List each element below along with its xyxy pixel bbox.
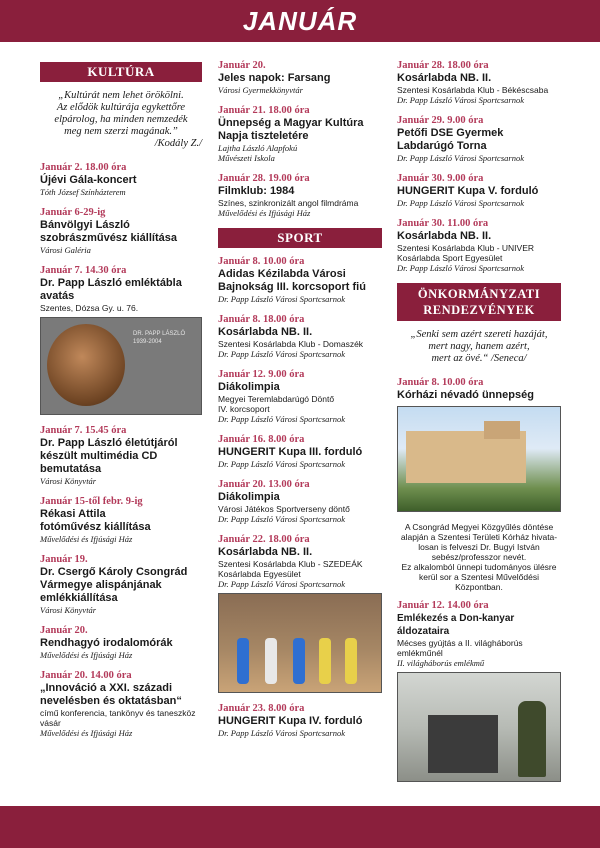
event-item bbox=[218, 703, 382, 738]
caption-line: kerül sor a Szentesi Művelődési bbox=[418, 572, 539, 582]
footer-bar bbox=[0, 806, 600, 848]
quote-line: mert nagy, hanem azért, bbox=[428, 341, 530, 352]
event-date: Január 19. bbox=[40, 554, 88, 565]
event-item bbox=[218, 434, 382, 469]
event-date: Január 20. 14.00 óra bbox=[40, 670, 132, 681]
bronze-portrait-medallion bbox=[47, 324, 125, 406]
event-venue: Tóth József Színházterem bbox=[40, 187, 126, 197]
event-date: Január 7. 14.30 óra bbox=[40, 265, 127, 276]
section-header-line: ÖNKORMÁNYZATI bbox=[417, 287, 541, 301]
event-title: nevelésben és oktatásban“ bbox=[40, 695, 182, 707]
event-title: Kosárlabda NB. II. bbox=[397, 72, 492, 84]
event-subtitle: című konferencia, tankönyv és taneszköz bbox=[40, 708, 196, 718]
event-title: HUNGERIT Kupa V. forduló bbox=[397, 185, 539, 197]
event-item bbox=[218, 173, 382, 218]
event-subtitle: Szentes, Dózsa Gy. u. 76. bbox=[40, 303, 139, 313]
event-title: fotóművész kiállítása bbox=[40, 521, 151, 533]
event-title: Vármegye alispánjának bbox=[40, 579, 162, 591]
event-title: Rendhagyó irodalomórák bbox=[40, 637, 173, 649]
event-date: Január 6-29-ig bbox=[40, 207, 106, 218]
event-item bbox=[397, 60, 561, 105]
event-title: Jeles napok: Farsang bbox=[218, 72, 331, 84]
event-title: Kosárlabda NB. II. bbox=[397, 230, 492, 242]
quote-line: „Senki sem azért szereti hazáját, bbox=[410, 329, 548, 340]
event-venue: Dr. Papp László Városi Sportcsarnok bbox=[218, 349, 345, 359]
hospital-caption bbox=[397, 522, 561, 592]
event-item bbox=[218, 105, 382, 163]
event-title: Diákolimpia bbox=[218, 381, 280, 393]
caption-line: losan is felveszi Dr. Bugyi István bbox=[418, 542, 540, 552]
event-item bbox=[397, 173, 561, 208]
event-item bbox=[40, 207, 202, 255]
basketball-photo bbox=[218, 593, 382, 693]
plaque-photo bbox=[40, 317, 202, 415]
event-venue: Lajtha László Alapfokú bbox=[218, 143, 298, 153]
event-title: avatás bbox=[40, 290, 75, 302]
quote-author: /Kodály Z./ bbox=[154, 138, 202, 149]
plaque-line: DR. PAPP LÁSZLÓ bbox=[133, 331, 186, 337]
event-subtitle: Szentesi Kosárlabda Klub - UNIVER bbox=[397, 243, 535, 253]
player-figure bbox=[319, 638, 331, 684]
event-venue: Dr. Papp László Városi Sportcsarnok bbox=[218, 414, 345, 424]
event-venue: Városi Galéria bbox=[40, 245, 91, 255]
event-date: Január 28. 18.00 óra bbox=[397, 60, 489, 71]
quote-line: Az elődök kultúrája egykettőre bbox=[56, 102, 186, 113]
event-venue: Művelődési és Ifjúsági Ház bbox=[40, 534, 133, 544]
event-title: Kórházi névadó ünnepség bbox=[397, 389, 534, 401]
event-title: Filmklub: 1984 bbox=[218, 185, 295, 197]
event-title: Napja tiszteletére bbox=[218, 130, 309, 142]
event-date: Január 28. 19.00 óra bbox=[218, 173, 310, 184]
event-date: Január 22. 18.00 óra bbox=[218, 534, 310, 545]
event-item bbox=[40, 162, 202, 197]
event-date: Január 8. 18.00 óra bbox=[218, 314, 305, 325]
column-middle bbox=[218, 60, 382, 748]
event-title: Újévi Gála-koncert bbox=[40, 174, 137, 186]
event-title: „Innováció a XXI. századi bbox=[40, 682, 173, 694]
event-venue: Városi Gyermekkönyvtár bbox=[218, 85, 303, 95]
event-item bbox=[40, 265, 202, 313]
event-title: Kosárlabda NB. II. bbox=[218, 326, 313, 338]
event-venue: Dr. Papp László Városi Sportcsarnok bbox=[397, 263, 524, 273]
event-title: Ünnepség a Magyar Kultúra bbox=[218, 117, 364, 129]
event-subtitle: Mécses gyújtás a II. világháborús bbox=[397, 638, 523, 648]
event-subtitle: Szentesi Kosárlabda Klub - Domaszék bbox=[218, 339, 364, 349]
column-left bbox=[40, 56, 202, 748]
section-header-sport: SPORT bbox=[218, 228, 382, 248]
event-venue: Dr. Papp László Városi Sportcsarnok bbox=[397, 95, 524, 105]
section-header-kultura: KULTÚRA bbox=[40, 62, 202, 82]
player-figure bbox=[265, 638, 277, 684]
event-venue: II. világháborús emlékmű bbox=[397, 658, 485, 668]
event-title: Rékasi Attila bbox=[40, 508, 106, 520]
event-subtitle: Városi Játékos Sportverseny döntő bbox=[218, 504, 350, 514]
event-venue: Dr. Papp László Városi Sportcsarnok bbox=[397, 153, 524, 163]
event-venue: Dr. Papp László Városi Sportcsarnok bbox=[218, 294, 345, 304]
event-venue: Városi Könyvtár bbox=[40, 605, 97, 615]
event-date: Január 20. 13.00 óra bbox=[218, 479, 310, 490]
event-item bbox=[218, 369, 382, 424]
plaque-line: 1939-2004 bbox=[133, 339, 162, 345]
event-date: Január 2. 18.00 óra bbox=[40, 162, 127, 173]
event-item bbox=[218, 256, 382, 304]
event-item bbox=[40, 625, 202, 660]
event-venue: Művelődési és Ifjúsági Ház bbox=[40, 728, 133, 738]
event-title: Kosárlabda NB. II. bbox=[218, 546, 313, 558]
event-item bbox=[40, 554, 202, 615]
event-subtitle: IV. korcsoport bbox=[218, 404, 270, 414]
event-item bbox=[218, 60, 382, 95]
caption-line: sebész/professzor nevét. bbox=[431, 552, 527, 562]
event-item bbox=[218, 534, 382, 589]
event-subtitle: Megyei Teremlabdarúgó Döntő bbox=[218, 394, 335, 404]
event-item bbox=[40, 670, 202, 738]
event-date: Január 8. 10.00 óra bbox=[397, 377, 484, 388]
event-title: Labdarúgó Torna bbox=[397, 140, 487, 152]
event-venue: Dr. Papp László Városi Sportcsarnok bbox=[218, 579, 345, 589]
memorial-stone bbox=[428, 715, 498, 773]
quote-line: elpárolog, ha minden nemzedék bbox=[54, 114, 188, 125]
event-date: Január 29. 9.00 óra bbox=[397, 115, 484, 126]
event-title: Bajnokság III. korcsoport fiú bbox=[218, 281, 366, 293]
caption-line: A Csongrád Megyei Közgyűlés döntése bbox=[404, 522, 554, 532]
quote-line: meg nem szerzi magának.” bbox=[64, 126, 178, 137]
event-date: Január 12. 14.00 óra bbox=[397, 600, 489, 611]
event-title: bemutatása bbox=[40, 463, 102, 475]
event-venue: Művészeti Iskola bbox=[218, 153, 275, 163]
event-item bbox=[40, 425, 202, 486]
event-title: készült multimédia CD bbox=[40, 450, 158, 462]
caption-line: Központban. bbox=[455, 582, 503, 592]
event-date: Január 20. bbox=[40, 625, 88, 636]
event-venue: Dr. Papp László Városi Sportcsarnok bbox=[218, 459, 345, 469]
event-title: szobrászművész kiállítása bbox=[40, 232, 177, 244]
event-subtitle: Színes, szinkronizált angol filmdráma bbox=[218, 198, 359, 208]
section-header-line: RENDEZVÉNYEK bbox=[423, 303, 535, 317]
event-title: Diákolimpia bbox=[218, 491, 280, 503]
event-subtitle: Szentesi Kosárlabda Klub - Békéscsaba bbox=[397, 85, 549, 95]
event-date: Január 16. 8.00 óra bbox=[218, 434, 305, 445]
kodaly-quote bbox=[40, 90, 202, 150]
caption-line: Ez alkalomból ünnepi tudományos ülésre bbox=[401, 562, 557, 572]
event-venue: Dr. Papp László Városi Sportcsarnok bbox=[218, 514, 345, 524]
event-venue: Művelődési és Ifjúsági Ház bbox=[218, 208, 311, 218]
header-bar bbox=[0, 0, 600, 42]
event-date: Január 15-től febr. 9-ig bbox=[40, 496, 143, 507]
honor-guard-soldier bbox=[518, 701, 546, 777]
player-figure bbox=[345, 638, 357, 684]
event-subtitle: Szentesi Kosárlabda Klub - SZEDEÁK bbox=[218, 559, 363, 569]
event-item bbox=[397, 377, 561, 402]
event-venue: Városi Könyvtár bbox=[40, 476, 97, 486]
page-title: JANUÁR bbox=[242, 6, 358, 36]
event-item bbox=[397, 218, 561, 273]
event-title: Dr. Papp László életútjáról bbox=[40, 437, 178, 449]
event-date: Január 8. 10.00 óra bbox=[218, 256, 305, 267]
event-subtitle: emlékműnél bbox=[397, 648, 443, 658]
event-title: Dr. Csergő Károly Csongrád bbox=[40, 566, 188, 578]
plaque-inscription bbox=[133, 330, 195, 346]
event-title: Petőfi DSE Gyermek bbox=[397, 127, 504, 139]
hospital-photo bbox=[397, 406, 561, 512]
event-item bbox=[218, 479, 382, 524]
caption-line: alapján a Szentesi Területi Kórház hivata- bbox=[400, 532, 558, 542]
event-item bbox=[40, 496, 202, 544]
event-title: Emlékezés a Don-kanyar áldozataira bbox=[397, 613, 515, 637]
event-date: Január 21. 18.00 óra bbox=[218, 105, 310, 116]
event-item bbox=[218, 314, 382, 359]
quote-line: mert az övé.“ /Seneca/ bbox=[431, 353, 527, 364]
column-right bbox=[397, 60, 561, 792]
event-title: Adidas Kézilabda Városi bbox=[218, 268, 346, 280]
event-item bbox=[397, 115, 561, 163]
seneca-quote bbox=[397, 329, 561, 365]
event-date: Január 30. 9.00 óra bbox=[397, 173, 484, 184]
event-venue: Dr. Papp László Városi Sportcsarnok bbox=[218, 728, 345, 738]
event-title: Bánvölgyi László bbox=[40, 219, 130, 231]
event-item bbox=[397, 600, 561, 668]
event-date: Január 12. 9.00 óra bbox=[218, 369, 305, 380]
event-title: HUNGERIT Kupa IV. forduló bbox=[218, 715, 363, 727]
event-title: emlékkiállítása bbox=[40, 592, 118, 604]
event-title: Dr. Papp László emléktábla bbox=[40, 277, 182, 289]
event-subtitle: Kosárlabda Sport Egyesület bbox=[397, 253, 503, 263]
section-header-onkormanyzati bbox=[397, 283, 561, 321]
memorial-photo bbox=[397, 672, 561, 782]
event-date: Január 7. 15.45 óra bbox=[40, 425, 127, 436]
quote-line: „Kultúrát nem lehet örökölni. bbox=[58, 90, 184, 101]
event-subtitle: Kosárlabda Egyesület bbox=[218, 569, 301, 579]
event-date: Január 20. bbox=[218, 60, 266, 71]
hospital-building-roof bbox=[484, 421, 520, 439]
player-figure bbox=[293, 638, 305, 684]
event-venue: Művelődési és Ifjúsági Ház bbox=[40, 650, 133, 660]
event-date: Január 23. 8.00 óra bbox=[218, 703, 305, 714]
event-title: HUNGERIT Kupa III. forduló bbox=[218, 446, 363, 458]
player-figure bbox=[237, 638, 249, 684]
event-date: Január 30. 11.00 óra bbox=[397, 218, 489, 229]
event-subtitle: vásár bbox=[40, 718, 61, 728]
event-venue: Dr. Papp László Városi Sportcsarnok bbox=[397, 198, 524, 208]
